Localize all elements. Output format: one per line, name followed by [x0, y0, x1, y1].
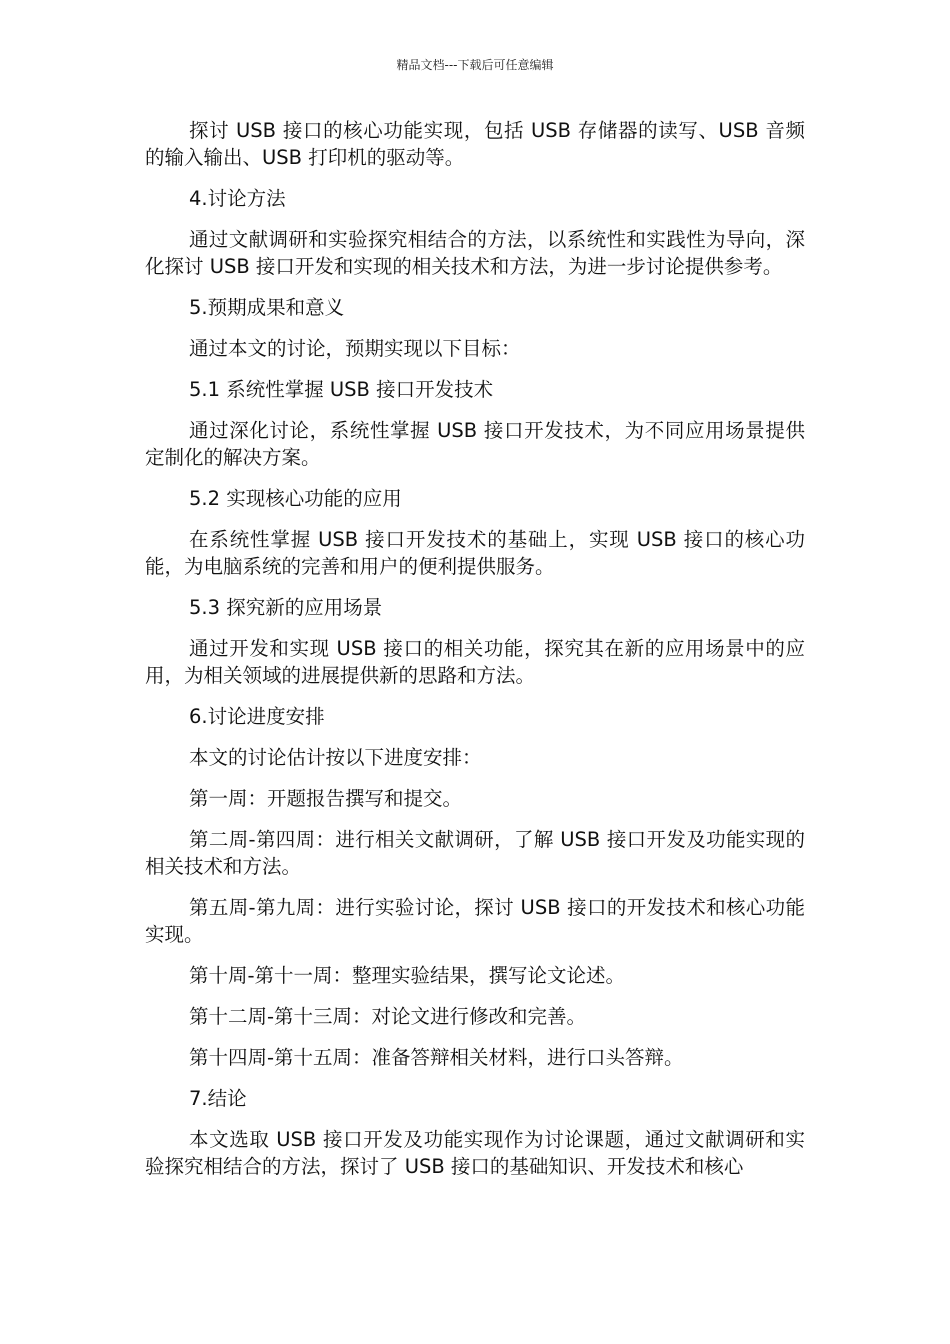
- page-header: 精品文档---下载后可任意编辑: [396, 58, 554, 72]
- paragraph: 通过本文的讨论，预期实现以下目标：: [189, 337, 521, 360]
- paragraph: 通过文献调研和实验探究相结合的方法，以系统性和实践性为导向，深化探讨 USB 接口开发和实现的相关技术和方法，为进一步讨论提供参考。: [145, 228, 805, 278]
- section-heading: 5.预期成果和意义: [189, 296, 345, 319]
- section-heading: 7.结论: [189, 1087, 247, 1110]
- paragraph: 探讨 USB 接口的核心功能实现，包括 USB 存储器的读写、USB 音频的输入输出、USB 打印机的驱动等。: [145, 119, 805, 169]
- schedule-item: 第一周：开题报告撰写和提交。: [189, 787, 463, 810]
- subsection-heading: 5.1 系统性掌握 USB 接口开发技术: [189, 378, 494, 401]
- paragraph: 在系统性掌握 USB 接口开发技术的基础上，实现 USB 接口的核心功能，为电脑系统的完善和用户的便利提供服务。: [145, 528, 805, 578]
- paragraph: 本文选取 USB 接口开发及功能实现作为讨论课题，通过文献调研和实验探究相结合的方法，探讨了 USB 接口的基础知识、开发技术和核心: [145, 1128, 805, 1178]
- paragraph: 通过深化讨论，系统性掌握 USB 接口开发技术，为不同应用场景提供定制化的解决方案。: [145, 419, 805, 469]
- subsection-heading: 5.3 探究新的应用场景: [189, 596, 383, 619]
- section-heading: 6.讨论进度安排: [189, 705, 325, 728]
- paragraph: 本文的讨论估计按以下进度安排：: [189, 746, 482, 769]
- paragraph: 通过开发和实现 USB 接口的相关功能，探究其在新的应用场景中的应用，为相关领域的进展提供新的思路和方法。: [145, 637, 805, 687]
- subsection-heading: 5.2 实现核心功能的应用: [189, 487, 402, 510]
- schedule-item: 第十四周-第十五周：准备答辩相关材料，进行口头答辩。: [189, 1046, 684, 1069]
- document-body: [145, 117, 805, 1194]
- schedule-item: 第五周-第九周：进行实验讨论，探讨 USB 接口的开发技术和核心功能实现。: [145, 896, 805, 946]
- schedule-item: 第二周-第四周：进行相关文献调研，了解 USB 接口开发及功能实现的相关技术和方法。: [145, 828, 805, 878]
- schedule-item: 第十周-第十一周：整理实验结果，撰写论文论述。: [189, 964, 626, 987]
- schedule-item: 第十二周-第十三周：对论文进行修改和完善。: [189, 1005, 587, 1028]
- section-heading: 4.讨论方法: [189, 187, 286, 210]
